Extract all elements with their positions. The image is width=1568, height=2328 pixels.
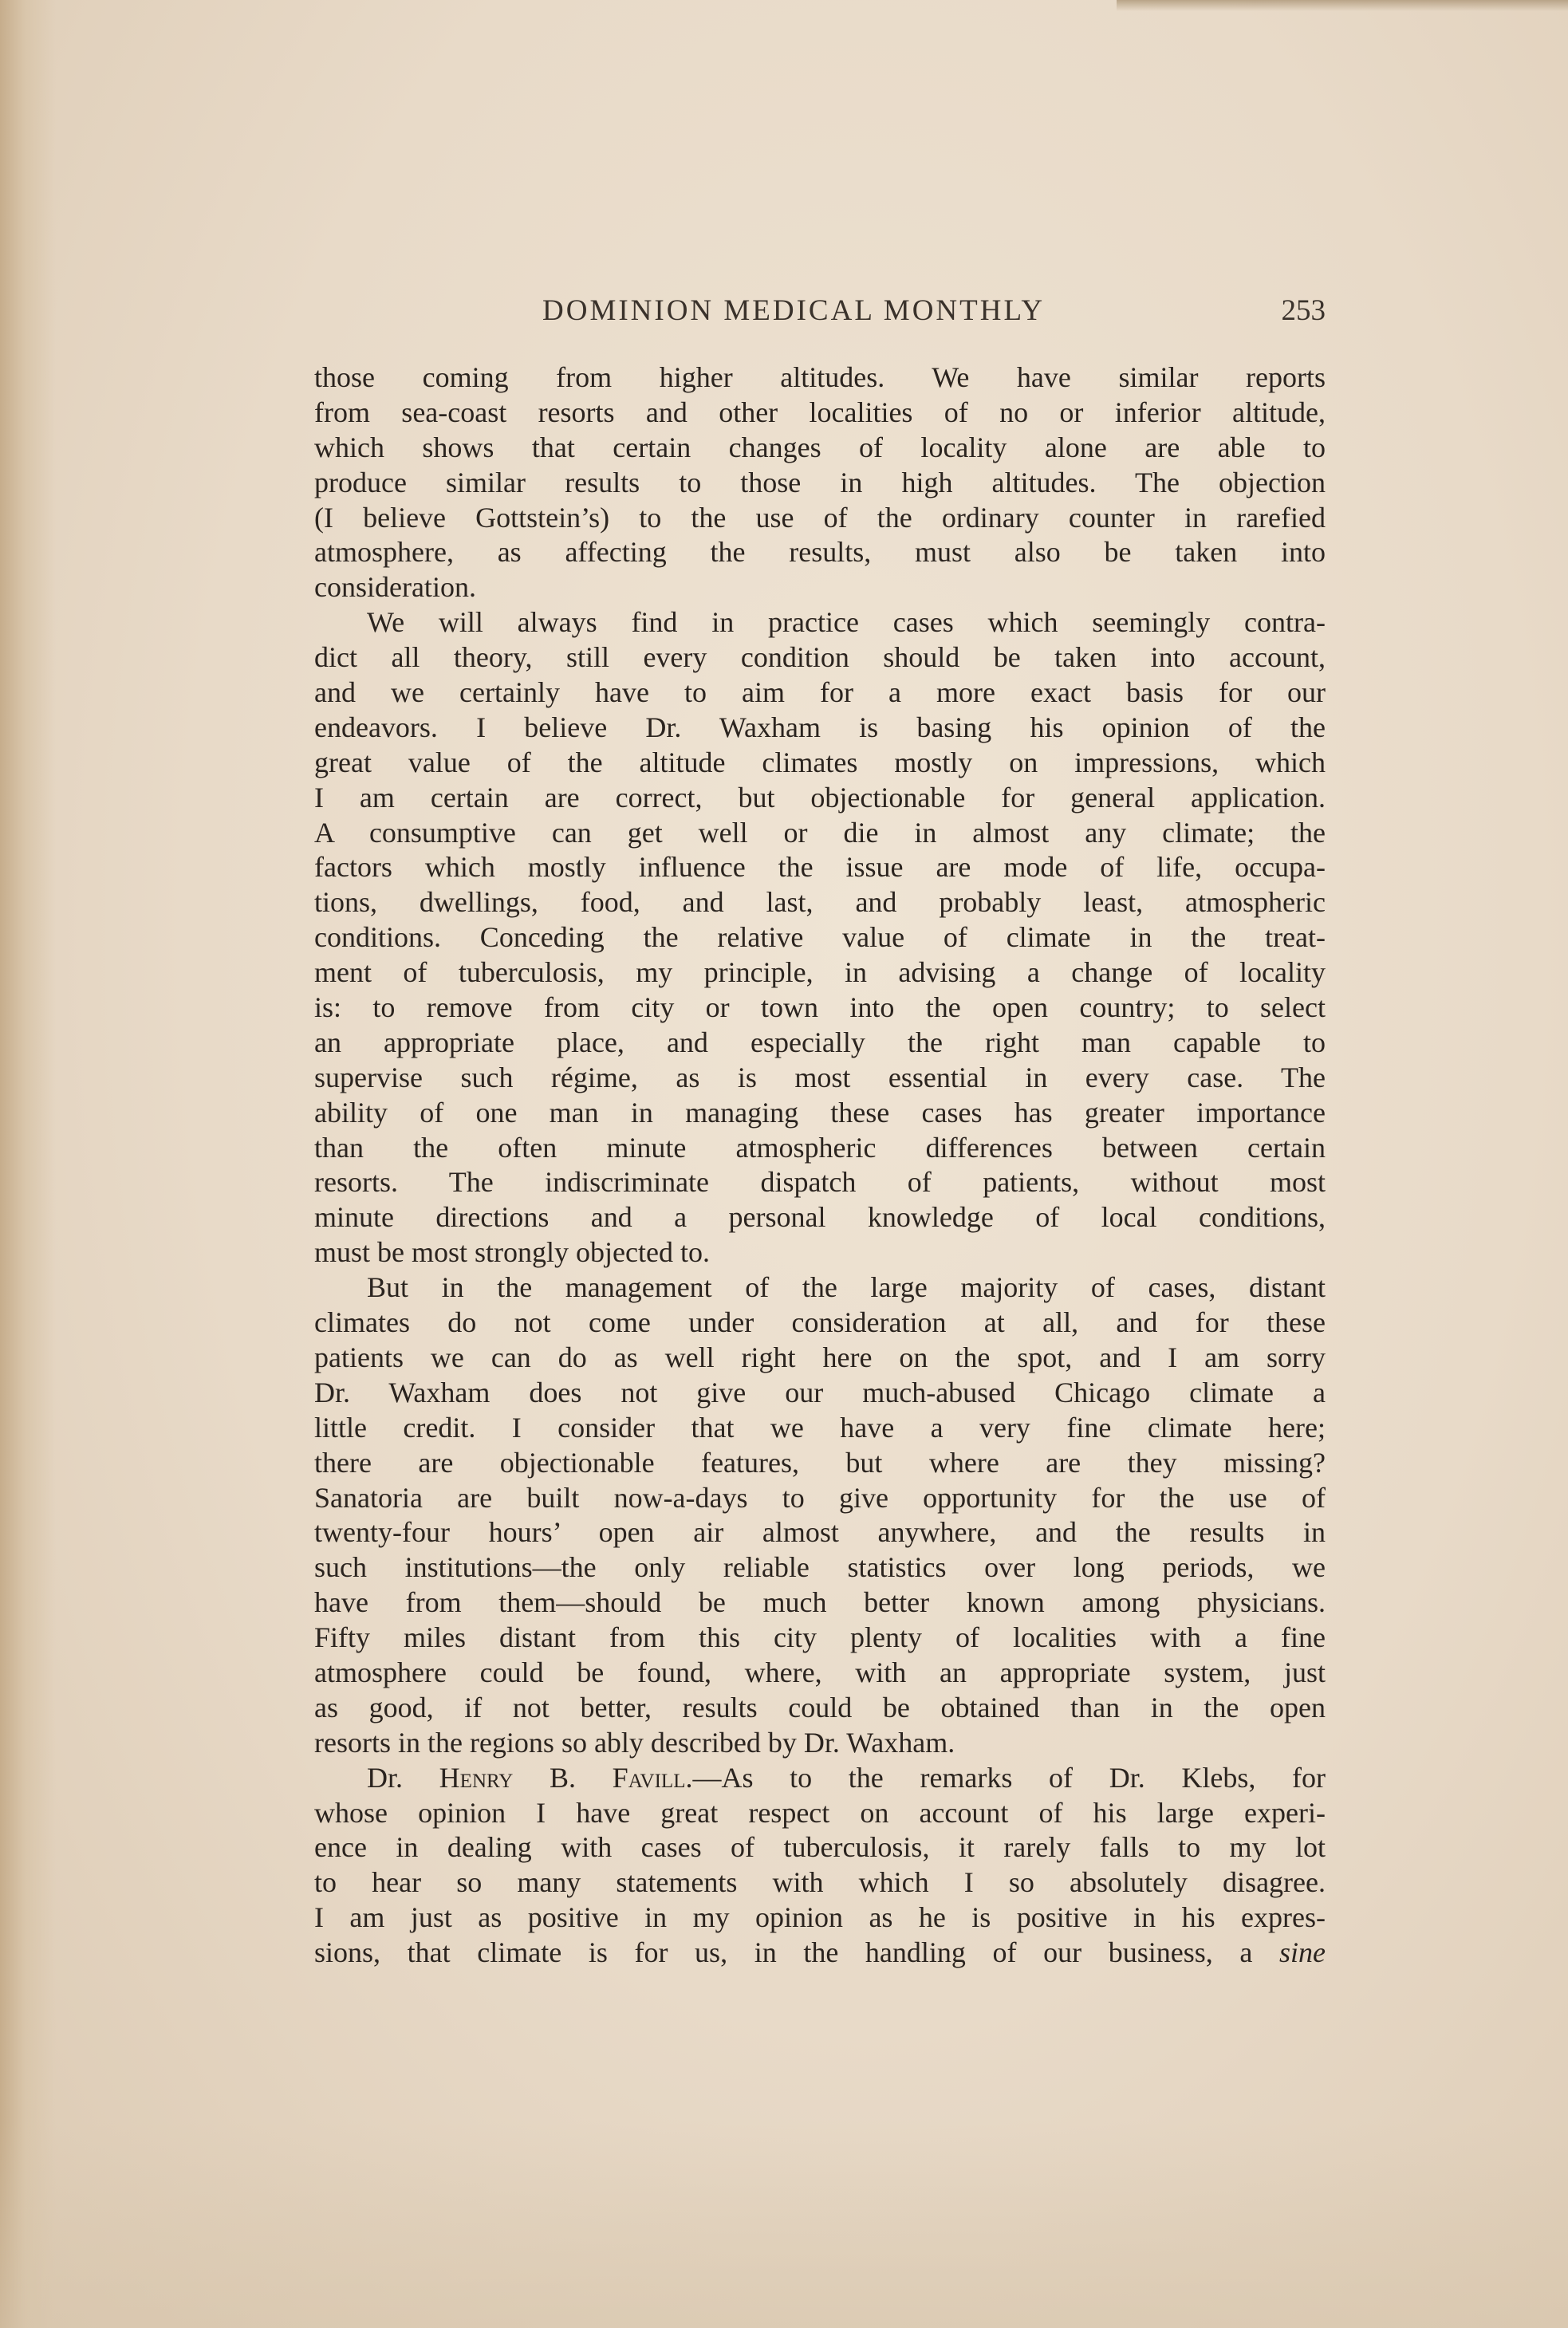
text-line: Dr. Waxham does not give our much-abused Chicago climate a [314,1376,1326,1408]
journal-title: DOMINION MEDICAL MONTHLY [542,294,1046,327]
text-line: tions, dwellings, food, and last, and probably least, atmospheric [314,886,1326,919]
italic-word: sine [1279,1936,1326,1969]
text-line: ability of one man in managing these cases has greater importance [314,1096,1326,1129]
text-line: from sea-coast resorts and other localities of no or inferior altitude, [314,396,1326,428]
text-line: which shows that certain changes of locality alone are able to [314,431,1326,463]
text-line: Sanatoria are built now-a-days to give opportunity for the use of [314,1481,1326,1514]
text-line: great value of the altitude climates mostly on impressions, which [314,746,1326,778]
page-number: 253 [1281,294,1326,327]
text-line: supervise such régime, as is most essential in every case. The [314,1061,1326,1093]
text-line: (I believe Gottstein’s) to the use of the ordinary counter in rarefied [314,501,1326,534]
running-head [314,293,1326,333]
text-line: ment of tuberculosis, my principle, in advising a change of locality [314,956,1326,989]
text-line: factors which mostly influence the issue are mode of life, occupa- [314,851,1326,884]
text-line: whose opinion I have great respect on account of his large experi- [314,1796,1326,1829]
text-line: have from them—should be much better known among physicians. [314,1586,1326,1619]
paragraph-first-line: We will always find in practice cases which seemingly contra- [367,606,1326,639]
text-line: conditions. Conceding the relative value of climate in the treat- [314,921,1326,954]
text-line: consideration. [314,571,476,604]
text-line: than the often minute atmospheric differences between certain [314,1131,1326,1164]
text-line: to hear so many statements with which I so absolutely disagree. [314,1866,1326,1899]
text-line: such institutions—the only reliable statistics over long periods, we [314,1551,1326,1584]
text-line: little credit. I consider that we have a very fine climate here; [314,1411,1326,1444]
text-line: is: to remove from city or town into the open country; to select [314,991,1326,1024]
text-line: and we certainly have to aim for a more exact basis for our [314,676,1326,709]
text-line: produce similar results to those in high altitudes. The objection [314,466,1326,498]
line-text: sions, that climate is for us, in the handling of our business, a [314,1936,1253,1969]
text-line: resorts in the regions so ably described by Dr. Waxham. [314,1726,955,1759]
gutter-shadow [0,0,56,2328]
text-line: an appropriate place, and especially the right man capable to [314,1026,1326,1058]
text-line: Fifty miles distant from this city plenty of localities with a fine [314,1621,1326,1654]
speaker-name: Henry B. Favill [439,1761,686,1794]
text-line: those coming from higher altitudes. We have similar reports [314,361,1326,393]
paragraph-first-line: But in the management of the large majority of cases, distant [367,1271,1326,1304]
text-line: as good, if not better, results could be obtained than in the open [314,1691,1326,1723]
speaker-prefix: Dr. [367,1761,403,1794]
text-line: A consumptive can get well or die in almost any climate; the [314,816,1326,849]
text-line: resorts. The indiscriminate dispatch of patients, without most [314,1166,1326,1199]
text-line: there are objectionable features, but where are they missing? [314,1446,1326,1479]
text-line: must be most strongly objected to. [314,1236,710,1269]
text-line: I am certain are correct, but objectionable for general application. [314,781,1326,813]
text-line [314,1936,1326,1971]
paragraph-first-line [314,1761,1326,1796]
text-line: ence in dealing with cases of tuberculosis, it rarely falls to my lot [314,1831,1326,1864]
text-line: climates do not come under consideration at all, and for these [314,1306,1326,1339]
text-line: I am just as positive in my opinion as he is positive in his expres- [314,1901,1326,1934]
text-line: minute directions and a personal knowledge of local conditions, [314,1201,1326,1234]
text-line: atmosphere, as affecting the results, must also be taken into [314,536,1326,569]
article-body [314,360,1326,1971]
page-bottom-shade [0,2121,1568,2328]
speaker-remark: .—As to the remarks of Dr. Klebs, for [685,1761,1326,1794]
text-line: endeavors. I believe Dr. Waxham is basing his opinion of the [314,711,1326,743]
text-line: patients we can do as well right here on the spot, and I am sorry [314,1341,1326,1373]
text-line: atmosphere could be found, where, with an appropriate system, just [314,1656,1326,1688]
text-line: dict all theory, still every condition should be taken into account, [314,641,1326,674]
page-top-edge [1117,0,1568,11]
text-line: twenty-four hours’ open air almost anywhere, and the results in [314,1516,1326,1549]
